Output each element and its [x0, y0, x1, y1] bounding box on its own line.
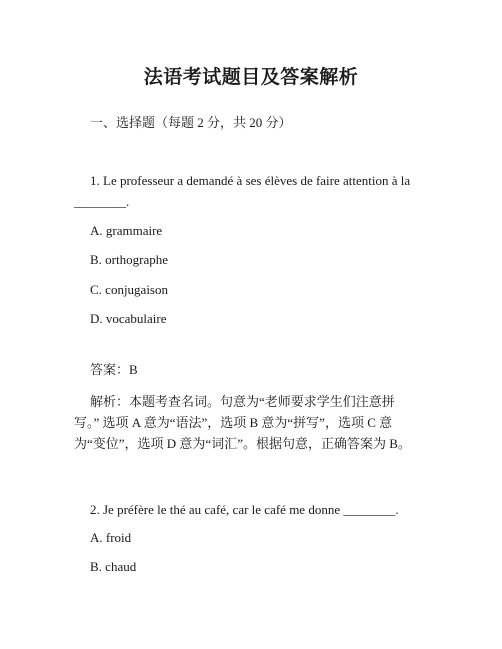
question-1-option-d: D. vocabulaire — [90, 311, 167, 326]
question-1-answer: 答案：B — [90, 362, 138, 377]
question-1-text: 1. Le professeur a demandé à ses élèves de faire attention à la ________. — [74, 173, 411, 209]
question-1-explanation: 解析：本题考查名词。句意为“老师要求学生们注意拼写。” 选项 A 意为“语法”，选项 B 意为“拼写”，选项 C 意为“变位”，选项 D 意为“词汇”。根据句意，正确答案为 B。 — [74, 394, 411, 451]
question-1-option-b: B. orthographe — [90, 252, 168, 267]
question-2-option-a: A. froid — [90, 530, 132, 545]
question-1-option-c: C. conjugaison — [90, 282, 168, 297]
question-1-option-a: A. grammaire — [90, 223, 163, 238]
question-2-option-b: B. chaud — [90, 559, 137, 574]
section-heading: 一、选择题（每题 2 分，共 20 分） — [90, 115, 292, 130]
question-2-text: 2. Je préfère le thé au café, car le café me donne ________. — [90, 502, 399, 517]
document-title: 法语考试题目及答案解析 — [143, 67, 359, 88]
